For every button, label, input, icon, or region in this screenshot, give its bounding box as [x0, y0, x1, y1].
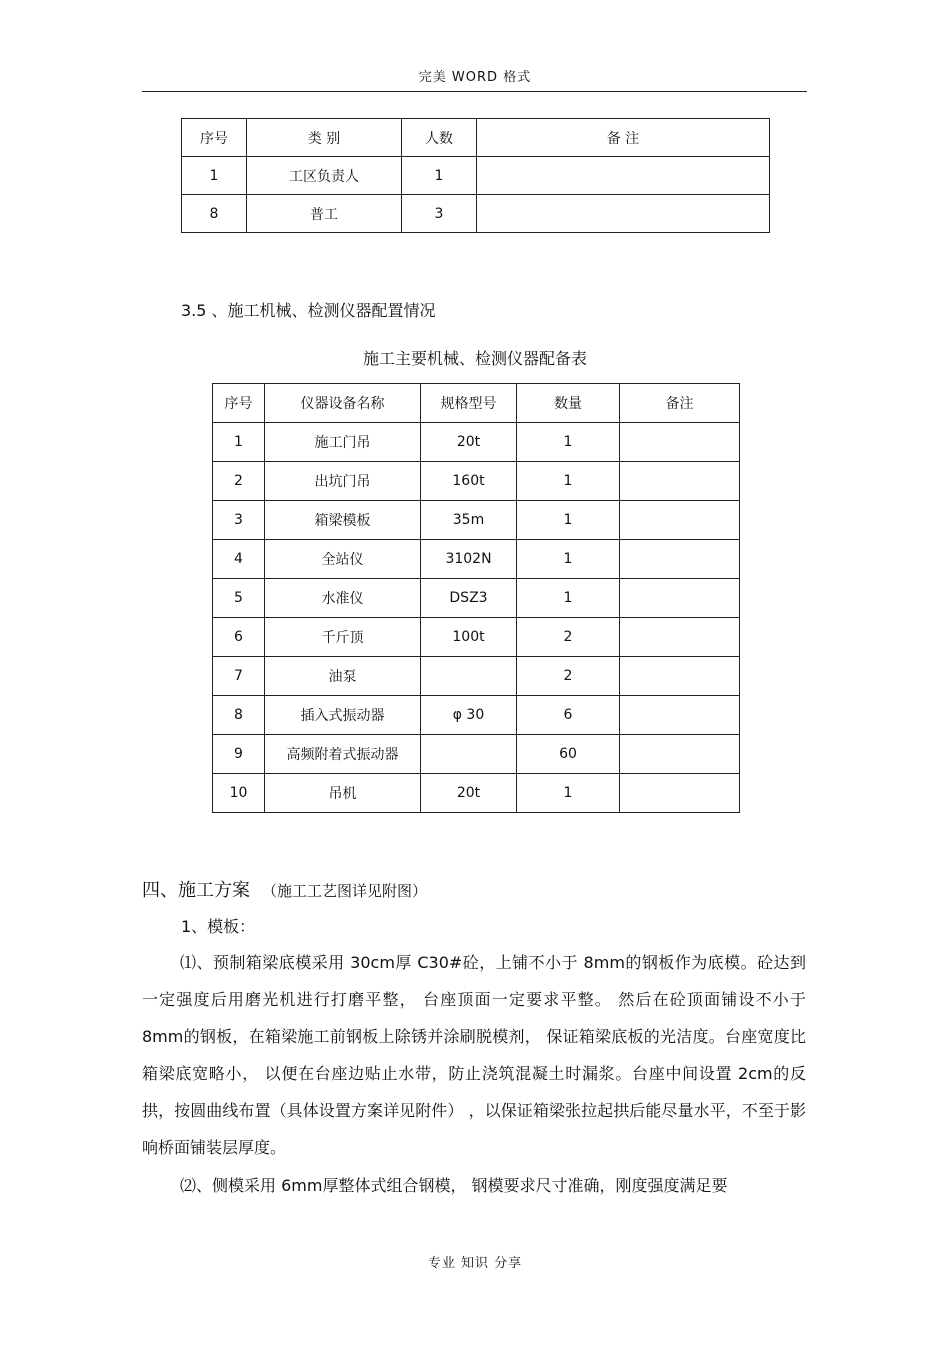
table-cell: 2: [517, 657, 620, 696]
paragraph: ⑴、预制箱梁底模采用 30cm厚 C30#砼，上铺不小于 8mm的钢板作为底模。砼达到一定强度后用磨光机进行打磨平整， 台座顶面一定要求平整。 然后在砼顶面铺设不小于 8mm的钢板，在箱梁施工前钢板上除锈并涂刷脱模剂， 保证箱梁底板的光洁度。台座宽度比箱梁底宽略小， 以便在台座边贴止水带，防止浇筑混凝土时漏浆。台座中间设置 2cm的反拱，按圆曲线布置（具体设置方案详见附件） ，以保证箱梁张拉起拱后能尽量水平，不至于影响桥面铺装层厚度。: [142, 953, 806, 1157]
equipment-table: [212, 383, 740, 813]
table-row: [213, 540, 740, 579]
header-cell: 备 注: [477, 119, 770, 157]
table-cell: DSZ3: [421, 579, 517, 618]
table-row: [213, 774, 740, 813]
table-cell: 1: [517, 579, 620, 618]
table-cell: 油泵: [265, 657, 421, 696]
table-cell: 水准仪: [265, 579, 421, 618]
table-cell: 全站仪: [265, 540, 421, 579]
table-cell: [620, 774, 740, 813]
table-cell: 吊机: [265, 774, 421, 813]
table-cell: 1: [182, 157, 247, 195]
table-cell: 8: [182, 195, 247, 233]
table-cell: 出坑门吊: [265, 462, 421, 501]
sub-heading: 1、模板：: [181, 917, 256, 936]
table-cell: 1: [517, 774, 620, 813]
table-cell: 施工门吊: [265, 423, 421, 462]
table-cell: 8: [213, 696, 265, 735]
table-cell: 插入式振动器: [265, 696, 421, 735]
table-cell: 1: [517, 540, 620, 579]
table-row: [213, 735, 740, 774]
table-cell: 1: [213, 423, 265, 462]
table-cell: [620, 462, 740, 501]
table-cell: 6: [517, 696, 620, 735]
table-cell: [421, 735, 517, 774]
table-row: [213, 579, 740, 618]
header-cell: 序号: [213, 384, 265, 423]
table-cell: 3: [402, 195, 477, 233]
header-cell: 序号: [182, 119, 247, 157]
table-cell: 60: [517, 735, 620, 774]
chapter-heading: [142, 876, 427, 902]
table-row: [213, 618, 740, 657]
table-cell: [620, 540, 740, 579]
table-cell: 1: [517, 501, 620, 540]
table-cell: 千斤顶: [265, 618, 421, 657]
table-cell: 箱梁模板: [265, 501, 421, 540]
table-cell: [477, 157, 770, 195]
table-cell: 工区负责人: [247, 157, 402, 195]
table-row: [213, 462, 740, 501]
table-cell: [620, 579, 740, 618]
table-cell: [620, 735, 740, 774]
table-header-row: [182, 119, 770, 157]
table-cell: 20t: [421, 774, 517, 813]
table-cell: 9: [213, 735, 265, 774]
table-cell: 普工: [247, 195, 402, 233]
table-cell: [421, 657, 517, 696]
table-cell: [620, 618, 740, 657]
table-cell: 3102N: [421, 540, 517, 579]
page-footer: 专业 知识 分享: [427, 1256, 523, 1271]
table-row: [182, 157, 770, 195]
table-cell: 2: [517, 618, 620, 657]
table-row: [213, 501, 740, 540]
table-cell: [620, 696, 740, 735]
table-row: [182, 195, 770, 233]
table-cell: [620, 423, 740, 462]
table-cell: 高频附着式振动器: [265, 735, 421, 774]
header-rule: [142, 91, 807, 92]
table-cell: 5: [213, 579, 265, 618]
section-heading: 3.5 、施工机械、检测仪器配置情况: [181, 301, 436, 320]
chapter-note: （施工工艺图详见附图）: [262, 882, 428, 900]
header-cell: 数量: [517, 384, 620, 423]
table-row: [213, 696, 740, 735]
table-cell: 1: [402, 157, 477, 195]
table-cell: [620, 501, 740, 540]
table-caption: 施工主要机械、检测仪器配备表: [362, 349, 587, 368]
chapter-title: 四、施工方案: [142, 880, 250, 901]
paragraph: ⑵、侧模采用 6mm厚整体式组合钢模， 钢模要求尺寸准确，刚度强度满足要: [180, 1176, 728, 1195]
table-cell: [620, 657, 740, 696]
table-cell: [477, 195, 770, 233]
table-cell: 1: [517, 423, 620, 462]
header-cell: 规格型号: [421, 384, 517, 423]
table-cell: φ 30: [421, 696, 517, 735]
table-cell: 100t: [421, 618, 517, 657]
table-header-row: [213, 384, 740, 423]
table-cell: 35m: [421, 501, 517, 540]
table-cell: 4: [213, 540, 265, 579]
table-cell: 1: [517, 462, 620, 501]
staff-table: [181, 118, 770, 233]
header-cell: 人数: [402, 119, 477, 157]
table-row: [213, 423, 740, 462]
header-cell: 仪器设备名称: [265, 384, 421, 423]
header-cell: 类 别: [247, 119, 402, 157]
table-row: [213, 657, 740, 696]
table-cell: 2: [213, 462, 265, 501]
header-cell: 备注: [620, 384, 740, 423]
table-cell: 3: [213, 501, 265, 540]
table-cell: 6: [213, 618, 265, 657]
table-cell: 10: [213, 774, 265, 813]
table-cell: 160t: [421, 462, 517, 501]
page-header: 完美 WORD 格式: [418, 70, 532, 85]
table-cell: 7: [213, 657, 265, 696]
table-cell: 20t: [421, 423, 517, 462]
